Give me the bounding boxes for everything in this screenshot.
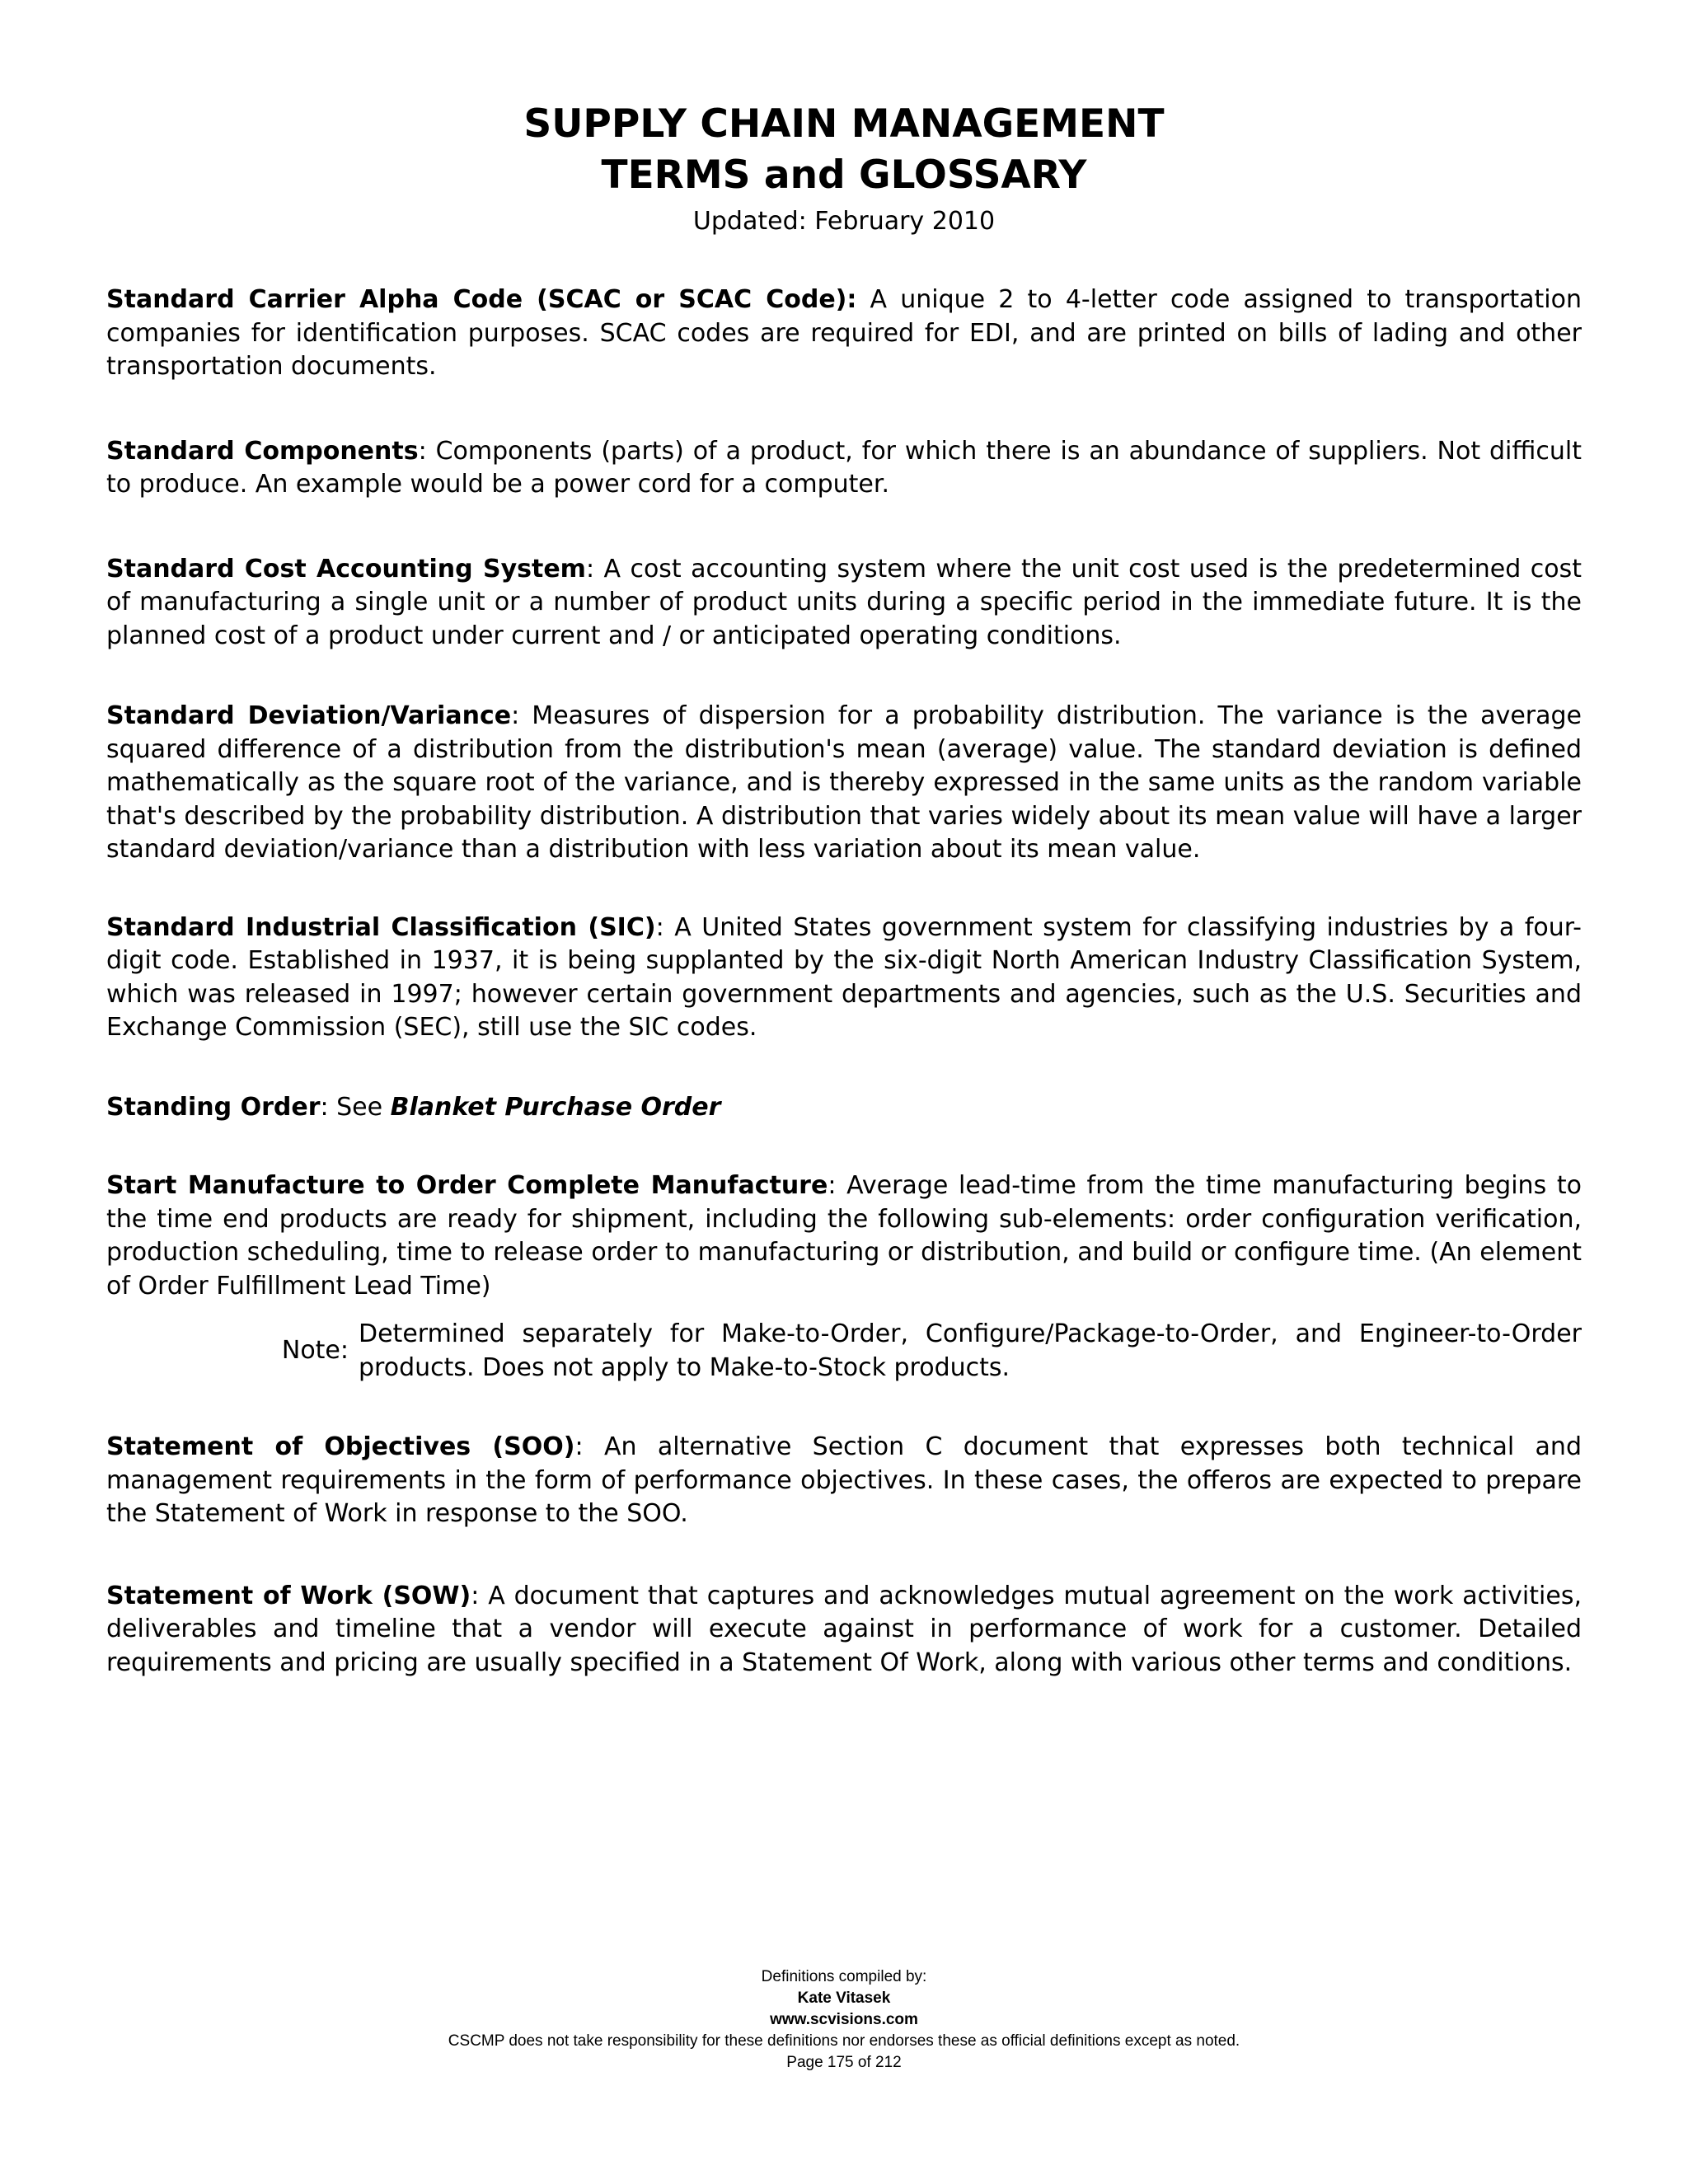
glossary-entry-start-manufacture (106, 1169, 1582, 1303)
footer-page-number: Page 175 of 212 (786, 2054, 902, 2071)
term-start-manufacture: Start Manufacture to Order Complete Manufacture (106, 1171, 828, 1200)
definition-sic: : A United States government system for classifying industries by a four-digit code. Established in 1937, it is being supplanted by the six-digit North American Industry Classification System, which was released in 1997; however certain government departments and agencies, such as the U.S. Securities and Exchange Commission (SEC), still use the SIC codes. (106, 912, 1582, 1042)
footer-website: www.scvisions.com (770, 2011, 918, 2028)
glossary-entry-standard-deviation (106, 700, 1582, 867)
definition-sow: : A document that captures and acknowledges mutual agreement on the work activities, deliverables and timeline that a vendor will execute against in performance of work for a customer. Detailed requirements and pricing are usually specified in a Statement Of Work, along with various other terms and conditions. (106, 1581, 1582, 1677)
term-sow: Statement of Work (SOW) (106, 1581, 471, 1610)
glossary-entry-sic (106, 912, 1582, 1045)
term-scac: Standard Carrier Alpha Code (SCAC or SCAC Code): (106, 285, 857, 314)
glossary-entry-soo (106, 1431, 1582, 1531)
glossary-content (106, 284, 1582, 1680)
term-sic: Standard Industrial Classification (SIC) (106, 912, 656, 942)
glossary-entry-scac (106, 284, 1582, 384)
definition-start-manufacture: : Average lead-time from the time manufacturing begins to the time end products are ready for shipment, including the following sub-elements: order configuration verification, production scheduling, time to release order to manufacturing or distribution, and build or configure time. (An element of Order Fulfillment Lead Time) (106, 1171, 1582, 1301)
note-text: Determined separately for Make-to-Order, Configure/Package-to-Order, and Engineer-to-Order products. Does not apply to Make-to-Stock products. (359, 1319, 1582, 1382)
see-reference-link: Blanket Purchase Order (390, 1092, 721, 1122)
page-footer (0, 1966, 1688, 2074)
footer-compiled-by: Definitions compiled by: (761, 1968, 927, 1985)
term-standard-deviation: Standard Deviation/Variance (106, 701, 512, 730)
footer-disclaimer: CSCMP does not take responsibility for these definitions nor endorses these as official definitions except as noted. (448, 2032, 1240, 2050)
note-block (279, 1318, 1582, 1385)
term-soo: Statement of Objectives (SOO) (106, 1432, 575, 1461)
definition-standard-cost-accounting: : A cost accounting system where the unit cost used is the predetermined cost of manufacturing a single unit or a number of product units during a specific period in the immediate future. It is the planned cost of a product under current and / or anticipated operating conditions. (106, 554, 1582, 650)
definition-soo: : An alternative Section C document that expresses both technical and management requirements in the form of performance objectives. In these cases, the offeros are expected to prepare the Statement of Work in response to the SOO. (106, 1432, 1582, 1528)
term-standing-order: Standing Order (106, 1092, 321, 1122)
definition-standing-order: : See (320, 1092, 391, 1122)
definition-standard-components: : Components (parts) of a product, for which there is an abundance of suppliers. Not difficult to produce. An example would be a power cord for a computer. (106, 436, 1582, 499)
page-title-line2: TERMS and GLOSSARY (601, 152, 1087, 198)
glossary-entry-sow (106, 1580, 1582, 1680)
glossary-entry-standing-order (106, 1091, 1582, 1125)
footer-author: Kate Vitasek (797, 1990, 891, 2007)
term-standard-cost-accounting: Standard Cost Accounting System (106, 554, 586, 583)
note-label: Note: (281, 1336, 349, 1365)
glossary-entry-standard-cost-accounting (106, 553, 1582, 654)
page-title-line1: SUPPLY CHAIN MANAGEMENT (523, 101, 1165, 147)
updated-date: Updated: February 2010 (692, 207, 996, 236)
term-standard-components: Standard Components (106, 436, 419, 466)
definition-standard-deviation: : Measures of dispersion for a probability distribution. The variance is the average squared difference of a distribution from the distribution's mean (average) value. The standard deviation is defined mathematically as the square root of the variance, and is thereby expressed in the same units as the random variable that's described by the probability distribution. A distribution that varies widely about its mean value will have a larger standard deviation/variance than a distribution with less variation about its mean value. (106, 701, 1582, 864)
glossary-entry-standard-components (106, 435, 1582, 502)
page-header (0, 99, 1688, 239)
definition-scac: A unique 2 to 4-letter code assigned to transportation companies for identification purposes. SCAC codes are required for EDI, and are printed on bills of lading and other transportation documents. (106, 285, 1582, 381)
